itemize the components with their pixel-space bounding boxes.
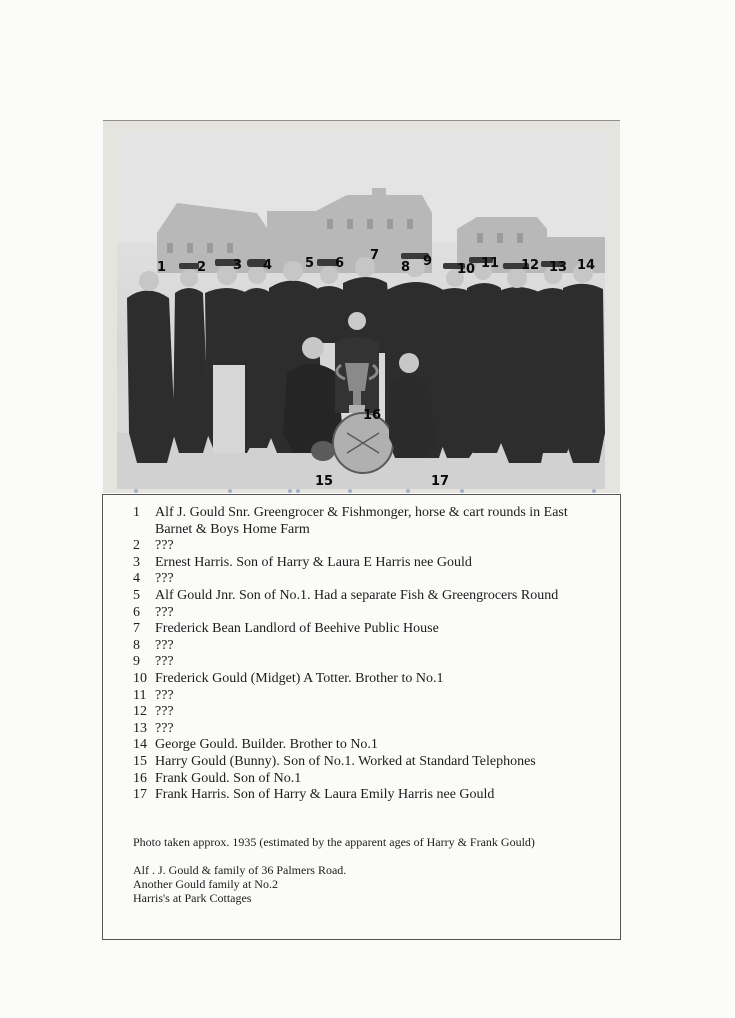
figure-label-5: 5 bbox=[305, 256, 315, 271]
legend-text: Frederick Gould (Midget) A Totter. Brother to No.1 bbox=[155, 670, 444, 686]
legend-item bbox=[133, 654, 603, 671]
legend-item bbox=[133, 555, 603, 572]
address-line: Another Gould family at No.2 bbox=[133, 877, 278, 891]
legend-text: Frank Gould. Son of No.1 bbox=[155, 770, 302, 786]
photo-scene bbox=[117, 133, 605, 489]
legend-item bbox=[133, 605, 603, 622]
legend-text: Alf Gould Jnr. Son of No.1. Had a separate Fish & Greengrocers Round bbox=[155, 587, 559, 603]
legend-number: 10 bbox=[133, 670, 147, 686]
legend-number: 4 bbox=[133, 571, 140, 587]
legend-text: ??? bbox=[155, 654, 174, 670]
legend-text: George Gould. Builder. Brother to No.1 bbox=[155, 737, 378, 753]
legend-number: 16 bbox=[133, 770, 147, 786]
legend-text: Alf J. Gould Snr. Greengrocer & Fishmonger, horse & cart rounds in East Barnet & Boys Home Farm bbox=[155, 505, 568, 537]
legend-item bbox=[133, 787, 603, 804]
legend-text: Frank Harris. Son of Harry & Laura Emily Harris nee Gould bbox=[155, 787, 495, 803]
legend-item bbox=[133, 721, 603, 738]
figure-label-10: 10 bbox=[457, 262, 476, 277]
legend-item bbox=[133, 538, 603, 555]
figure-label-13: 13 bbox=[549, 260, 568, 275]
figure-label-7: 7 bbox=[370, 248, 380, 263]
legend-number: 7 bbox=[133, 621, 140, 637]
figure-label-16: 16 bbox=[363, 408, 382, 423]
address-line: Alf . J. Gould & family of 36 Palmers Road. bbox=[133, 863, 347, 877]
legend-item bbox=[133, 571, 603, 588]
legend-number: 13 bbox=[133, 720, 147, 736]
photo-mount bbox=[103, 120, 620, 493]
figure-label-1: 1 bbox=[157, 260, 167, 275]
figure-label-6: 6 bbox=[335, 256, 345, 271]
legend-text: Ernest Harris. Son of Harry & Laura E Harris nee Gould bbox=[155, 554, 472, 570]
legend-text: ??? bbox=[155, 637, 174, 653]
legend-item bbox=[133, 505, 603, 538]
legend-item bbox=[133, 754, 603, 771]
legend-item bbox=[133, 704, 603, 721]
legend-item bbox=[133, 737, 603, 754]
legend-item bbox=[133, 771, 603, 788]
figure-label-17: 17 bbox=[431, 474, 450, 489]
legend-number: 8 bbox=[133, 637, 140, 653]
figure-label-3: 3 bbox=[233, 258, 243, 273]
figure-label-15: 15 bbox=[315, 474, 334, 489]
legend-number: 15 bbox=[133, 753, 147, 769]
group-photograph bbox=[117, 133, 605, 489]
legend-number: 9 bbox=[133, 654, 140, 670]
legend-item bbox=[133, 588, 603, 605]
legend-text: ??? bbox=[155, 538, 174, 554]
legend-text: ??? bbox=[155, 704, 174, 720]
date-note: Photo taken approx. 1935 (estimated by the apparent ages of Harry & Frank Gould) bbox=[133, 835, 535, 849]
legend-item bbox=[133, 638, 603, 655]
legend-text: ??? bbox=[155, 720, 174, 736]
legend-number: 12 bbox=[133, 704, 147, 720]
legend-list bbox=[133, 505, 603, 804]
legend-number: 2 bbox=[133, 538, 140, 554]
legend-item bbox=[133, 621, 603, 638]
figure-label-2: 2 bbox=[197, 260, 207, 275]
figure-label-9: 9 bbox=[423, 254, 433, 269]
legend-number: 11 bbox=[133, 687, 147, 703]
address-line: Harris's at Park Cottages bbox=[133, 891, 252, 905]
legend-number: 6 bbox=[133, 604, 140, 620]
figure-label-14: 14 bbox=[577, 258, 596, 273]
legend-text: Frederick Bean Landlord of Beehive Public House bbox=[155, 621, 439, 637]
legend-number: 3 bbox=[133, 554, 140, 570]
legend-item bbox=[133, 688, 603, 705]
address-notes bbox=[133, 863, 593, 905]
legend-text: ??? bbox=[155, 571, 174, 587]
figure-label-12: 12 bbox=[521, 258, 540, 273]
figure-label-11: 11 bbox=[481, 256, 500, 271]
legend-text: Harry Gould (Bunny). Son of No.1. Worked at Standard Telephones bbox=[155, 753, 536, 769]
figure-label-8: 8 bbox=[401, 260, 411, 275]
legend-number: 17 bbox=[133, 787, 147, 803]
caption-panel bbox=[102, 494, 621, 940]
legend-text: ??? bbox=[155, 687, 174, 703]
legend-number: 14 bbox=[133, 737, 147, 753]
figure-label-4: 4 bbox=[263, 258, 273, 273]
legend-number: 1 bbox=[133, 505, 140, 520]
legend-item bbox=[133, 671, 603, 688]
legend-number: 5 bbox=[133, 587, 140, 603]
legend-text: ??? bbox=[155, 604, 174, 620]
